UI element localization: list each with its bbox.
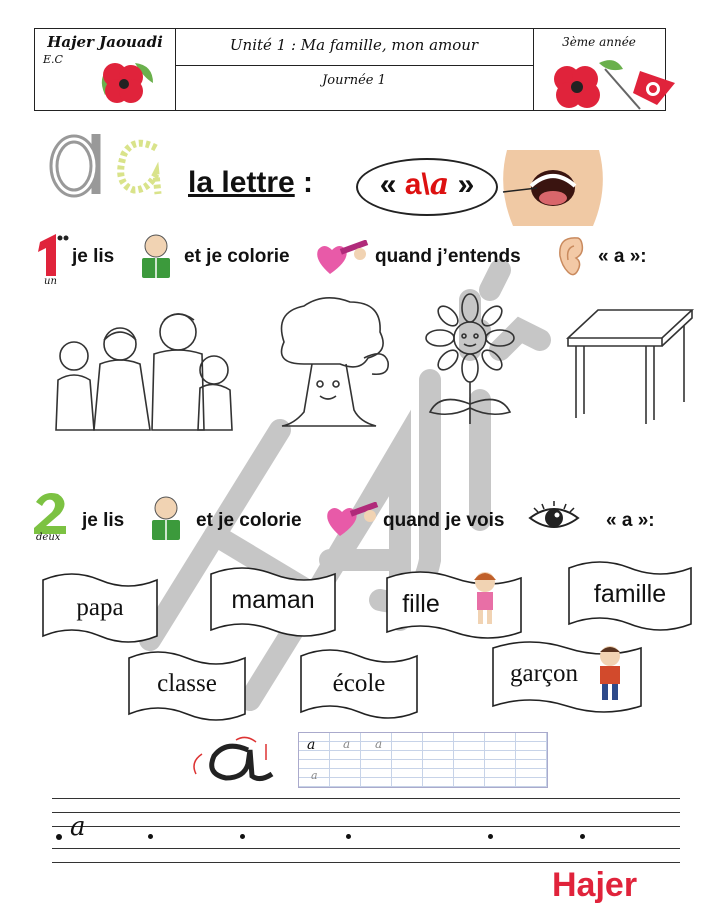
unit-row bbox=[175, 29, 533, 66]
grid-letter-3: a bbox=[375, 737, 383, 751]
word-card-papa[interactable] bbox=[42, 572, 158, 644]
unit-title: Unité 1 : Ma famille, mon amour bbox=[229, 36, 479, 54]
ex1-part1: je lis bbox=[72, 246, 115, 267]
author-name: Hajer Jaouadi bbox=[47, 33, 163, 51]
word-card-ecole[interactable] bbox=[300, 648, 418, 720]
boy-icon bbox=[592, 644, 628, 702]
guide-dot-4 bbox=[488, 834, 493, 839]
coloring-heart-icon-2 bbox=[324, 502, 380, 538]
ex2-part4: « a »: bbox=[606, 510, 655, 531]
girl-icon bbox=[468, 570, 502, 626]
word-card-maman[interactable] bbox=[210, 566, 336, 638]
word-card-classe[interactable] bbox=[128, 650, 246, 722]
number-two-word: deux bbox=[36, 532, 61, 543]
open-mouth-icon bbox=[497, 148, 609, 228]
signature: Hajer bbox=[552, 866, 638, 904]
poppy-flower-icon bbox=[95, 55, 157, 109]
family-picture bbox=[38, 300, 238, 440]
level-label: 3ème année bbox=[562, 35, 636, 49]
flower-flag-icon bbox=[545, 49, 685, 111]
reading-child-icon-2 bbox=[144, 496, 188, 542]
word-fille: fille bbox=[402, 590, 440, 618]
guide-dot-1 bbox=[148, 834, 153, 839]
tree-picture bbox=[264, 292, 394, 432]
journee-label: Journée 1 bbox=[322, 73, 386, 88]
open-quote: « bbox=[379, 168, 397, 201]
coloring-heart-icon bbox=[314, 240, 370, 276]
word-ecole: école bbox=[332, 670, 386, 697]
ear-icon bbox=[554, 234, 588, 278]
writing-grid bbox=[298, 732, 548, 788]
page-title bbox=[188, 166, 313, 200]
header-level-cell bbox=[533, 29, 665, 110]
author-sub: E.C bbox=[43, 53, 63, 66]
header-unit-cell bbox=[175, 29, 534, 110]
writing-line-4 bbox=[52, 848, 680, 849]
table-picture bbox=[562, 306, 698, 430]
writing-line-3 bbox=[52, 826, 680, 827]
writing-line-2 bbox=[52, 812, 680, 813]
grid-letter-2: a bbox=[343, 737, 351, 751]
flower-picture bbox=[410, 292, 530, 432]
word-maman: maman bbox=[231, 586, 315, 614]
ex1-part4: « a »: bbox=[598, 246, 647, 267]
ex1-part3: quand j’entends bbox=[375, 246, 521, 267]
letter-a-outline-icon bbox=[44, 124, 174, 200]
guide-dot-5 bbox=[580, 834, 585, 839]
word-famille: famille bbox=[593, 580, 667, 608]
word-card-famille[interactable] bbox=[568, 560, 692, 632]
letter-script: a bbox=[429, 167, 450, 202]
word-classe: classe bbox=[157, 670, 217, 697]
word-garcon: garçon bbox=[509, 660, 579, 687]
number-two-icon bbox=[30, 490, 72, 534]
grid-letter-4: a bbox=[311, 769, 318, 782]
reading-child-icon bbox=[134, 234, 178, 280]
ex2-part2: et je colorie bbox=[196, 510, 302, 531]
title-prefix: la lettre bbox=[188, 166, 295, 199]
number-one-word: un bbox=[44, 276, 57, 287]
writing-line-5 bbox=[52, 862, 680, 863]
ex1-part2: et je colorie bbox=[184, 246, 290, 267]
word-papa: papa bbox=[76, 594, 124, 621]
guide-dot-2 bbox=[240, 834, 245, 839]
header-table bbox=[34, 28, 666, 111]
header-author-cell bbox=[35, 29, 176, 110]
writing-line-1 bbox=[52, 798, 680, 799]
eye-icon bbox=[526, 496, 582, 540]
word-card-fille[interactable] bbox=[386, 570, 522, 640]
letter-print: a\ bbox=[404, 168, 430, 201]
title-colon: : bbox=[294, 166, 314, 199]
close-quote: » bbox=[457, 168, 475, 201]
word-card-garcon[interactable] bbox=[492, 640, 642, 714]
ex2-part3: quand je vois bbox=[383, 510, 505, 531]
letter-oval bbox=[356, 158, 498, 216]
guide-dot-3 bbox=[346, 834, 351, 839]
letter-tracing-model-icon bbox=[186, 734, 296, 784]
start-dot bbox=[56, 834, 62, 840]
grid-letter-1: a bbox=[307, 737, 316, 753]
staff-letter: a bbox=[70, 812, 86, 842]
ex2-part1: je lis bbox=[82, 510, 125, 531]
